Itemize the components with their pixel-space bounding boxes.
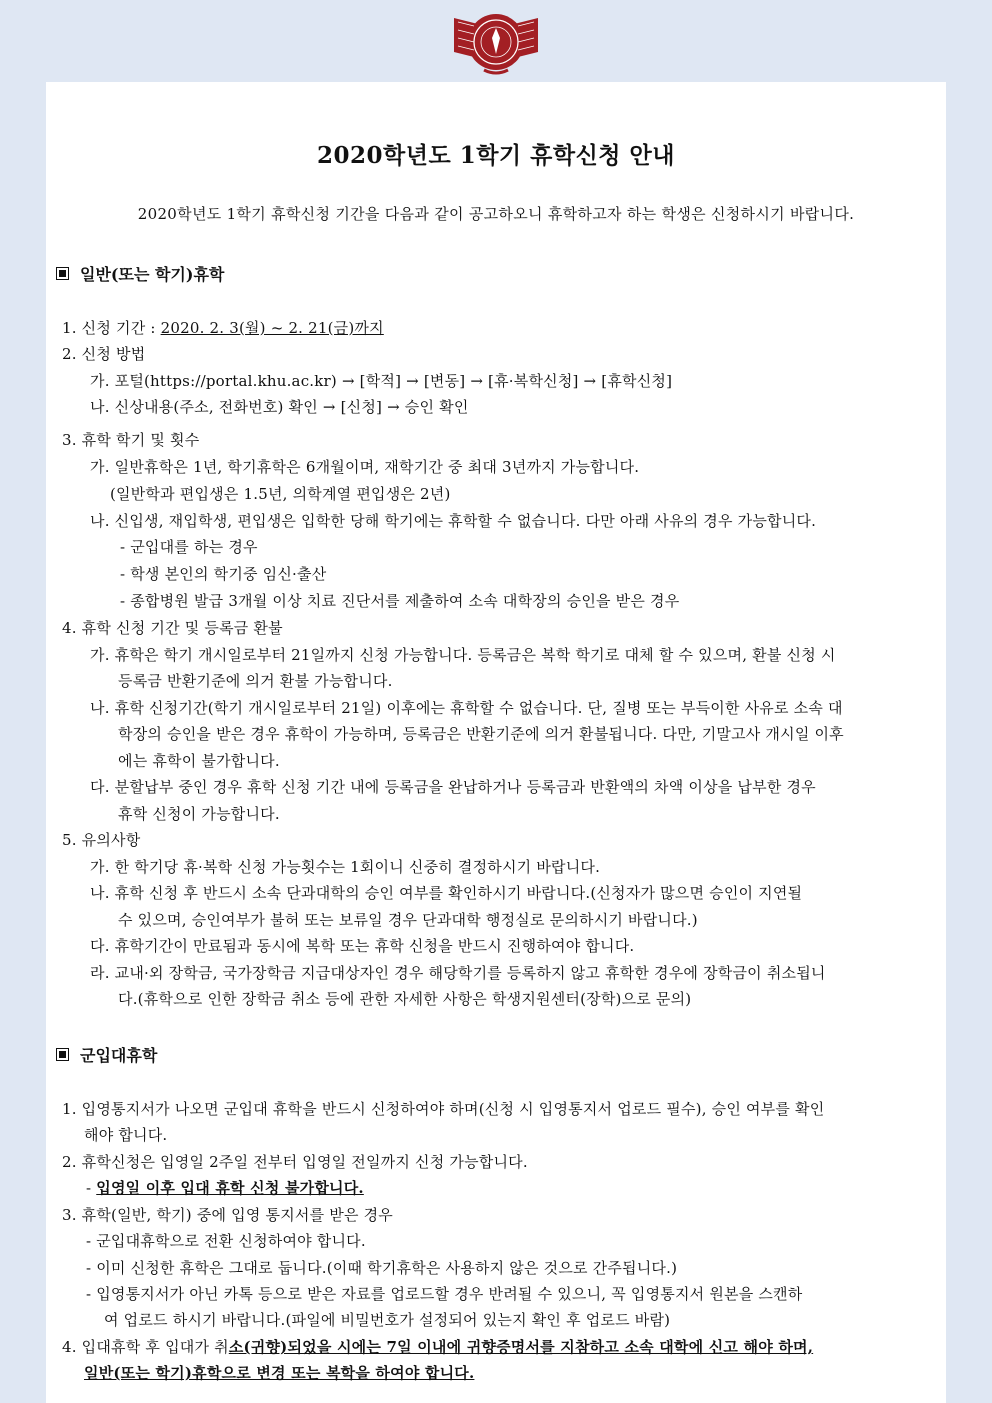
military-item-4-prefix: 4. 입대휴학 후 입대가 취: [62, 1338, 229, 1356]
general-item-5c: 다. 휴학기간이 만료됨과 동시에 복학 또는 휴학 신청을 반드시 진행하여야 합니다.: [90, 937, 635, 955]
general-item-3b-2: - 학생 본인의 학기중 임신·출산: [120, 565, 327, 583]
general-item-4a-line2: 등록금 반환기준에 의거 환불 가능합니다.: [118, 672, 393, 690]
checkbox-square-icon: [56, 267, 69, 280]
general-item-4b-line3: 에는 휴학이 불가합니다.: [118, 752, 280, 770]
period-label: 1. 신청 기간 :: [62, 319, 161, 337]
military-item-2a: [86, 1178, 364, 1198]
period-value: 2020. 2. 3(월) ~ 2. 21(금)까지: [160, 319, 384, 337]
general-item-3b-3: - 종합병원 발급 3개월 이상 치료 진단서를 제출하여 소속 대학장의 승인을 받은 경우: [120, 592, 680, 610]
general-item-4: 4. 휴학 신청 기간 및 등록금 환불: [62, 619, 283, 637]
military-item-3c-line2: 여 업로드 하시기 바랍니다.(파일에 비밀번호가 설정되어 있는지 확인 후 업로드 바람): [104, 1311, 671, 1329]
general-item-4a-line1: 가. 휴학은 학기 개시일로부터 21일까지 신청 가능합니다. 등록금은 복학 학기로 대체 할 수 있으며, 환불 신청 시: [90, 646, 836, 664]
general-item-4c-line2: 휴학 신청이 가능합니다.: [118, 805, 280, 823]
section-military-heading: [56, 1043, 157, 1066]
section-military-title: 군입대휴학: [80, 1046, 158, 1065]
military-item-4-emphasis: 소(귀향)되었을 시에는 7일 이내에 귀향증명서를 지참하고 소속 대학에 신고 해야 하며,: [228, 1338, 814, 1356]
general-item-4b-line2: 학장의 승인을 받은 경우 휴학이 가능하며, 등록금은 반환기준에 의거 환불됩니다. 다만, 기말고사 개시일 이후: [118, 725, 844, 743]
general-item-3a-note: (일반학과 편입생은 1.5년, 의학계열 편입생은 2년): [110, 485, 451, 503]
general-item-4b-line1: 나. 휴학 신청기간(학기 개시일로부터 21일) 이후에는 휴학할 수 없습니다. 단, 질병 또는 부득이한 사유로 소속 대: [90, 699, 843, 717]
page-title: 2020학년도 1학기 휴학신청 안내: [317, 142, 675, 169]
military-item-3: 3. 휴학(일반, 학기) 중에 입영 통지서를 받은 경우: [62, 1206, 393, 1224]
dash: -: [86, 1179, 97, 1197]
general-item-5d-line2: 다.(휴학으로 인한 장학금 취소 등에 관한 자세한 사항은 학생지원센터(장학)으로 문의): [118, 990, 692, 1008]
general-item-3b-1: - 군입대를 하는 경우: [120, 538, 258, 556]
military-item-3a: - 군입대휴학으로 전환 신청하여야 합니다.: [86, 1232, 366, 1250]
general-item-2: 2. 신청 방법: [62, 345, 146, 363]
military-item-2: 2. 휴학신청은 입영일 2주일 전부터 입영일 전일까지 신청 가능합니다.: [62, 1153, 528, 1171]
general-item-5b-line1: 나. 휴학 신청 후 반드시 소속 단과대학의 승인 여부를 확인하시기 바랍니다.(신청자가 많으면 승인이 지연될: [90, 884, 803, 902]
military-item-3b: - 이미 신청한 휴학은 그대로 둡니다.(이때 학기휴학은 사용하지 않은 것으로 간주됩니다.): [86, 1259, 678, 1277]
general-item-5b-line2: 수 있으며, 승인여부가 불허 또는 보류일 경우 단과대학 행정실로 문의하시기 바랍니다.): [118, 911, 698, 929]
general-item-1: [62, 318, 384, 338]
general-item-3b: 나. 신입생, 재입학생, 편입생은 입학한 당해 학기에는 휴학할 수 없습니다. 다만 아래 사유의 경우 가능합니다.: [90, 512, 817, 530]
military-item-1-line1: 1. 입영통지서가 나오면 군입대 휴학을 반드시 신청하여야 하며(신청 시 입영통지서 업로드 필수), 승인 여부를 확인: [62, 1100, 825, 1118]
military-item-4-line2: 일반(또는 학기)휴학으로 변경 또는 복학을 하여야 합니다.: [84, 1364, 475, 1382]
military-item-1-line2: 해야 합니다.: [84, 1126, 168, 1144]
military-warning: 입영일 이후 입대 휴학 신청 불가합니다.: [96, 1179, 364, 1197]
intro-text: 2020학년도 1학기 휴학신청 기간을 다음과 같이 공고하오니 휴학하고자 하는 학생은 신청하시기 바랍니다.: [137, 205, 855, 223]
military-item-3c-line1: - 입영통지서가 아닌 카톡 등으로 받은 자료를 업로드할 경우 반려될 수 있으니, 꼭 입영통지서 원본을 스캔하: [86, 1285, 803, 1303]
university-seal-icon: [448, 6, 544, 78]
general-item-3: 3. 휴학 학기 및 횟수: [62, 431, 200, 449]
general-item-5a: 가. 한 학기당 휴·복학 신청 가능횟수는 1회이니 신중히 결정하시기 바랍니다.: [90, 858, 601, 876]
general-item-5d-line1: 라. 교내·외 장학금, 국가장학금 지급대상자인 경우 해당학기를 등록하지 않고 휴학한 경우에 장학금이 취소됩니: [90, 964, 826, 982]
general-item-2a: 가. 포털(https://portal.khu.ac.kr) → [학적] → [변동] → [휴·복학신청] → [휴학신청]: [90, 372, 673, 390]
general-item-3a: 가. 일반휴학은 1년, 학기휴학은 6개월이며, 재학기간 중 최대 3년까지 가능합니다.: [90, 458, 640, 476]
military-item-4-line1: [62, 1337, 813, 1357]
checkbox-square-icon: [56, 1048, 69, 1061]
section-general-heading: [56, 262, 224, 285]
general-item-2b: 나. 신상내용(주소, 전화번호) 확인 → [신청] → 승인 확인: [90, 398, 469, 416]
section-general-title: 일반(또는 학기)휴학: [80, 265, 225, 284]
general-item-4c-line1: 다. 분할납부 중인 경우 휴학 신청 기간 내에 등록금을 완납하거나 등록금과 반환액의 차액 이상을 납부한 경우: [90, 778, 816, 796]
general-item-5: 5. 유의사항: [62, 831, 141, 849]
